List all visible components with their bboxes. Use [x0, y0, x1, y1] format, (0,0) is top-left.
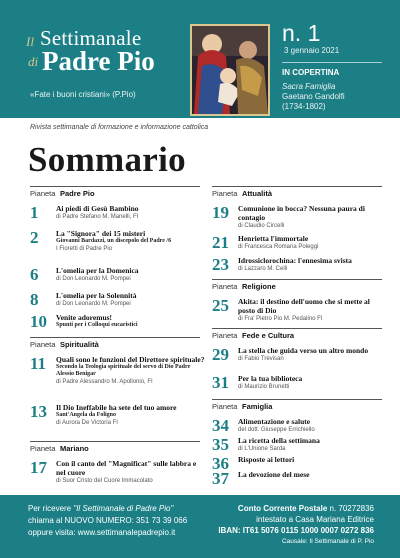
toc-entry[interactable] — [212, 345, 382, 373]
article-title: L'omelia per la Domenica — [56, 266, 139, 275]
article-author: di Lazzaro M. Celli — [238, 266, 288, 272]
cover-heading: IN COPERTINA — [282, 68, 340, 77]
article-title: La stella che guida verso un altro mondo — [238, 346, 369, 355]
section-name: Famiglia — [242, 402, 273, 411]
logo-il: Il — [26, 34, 34, 49]
section-label: Pianeta — [212, 282, 238, 291]
magazine-logo[interactable] — [26, 24, 176, 84]
toc-entry[interactable] — [30, 265, 200, 290]
article-author: di Fra' Pietro Pio M. Pedalino FI — [238, 316, 323, 322]
website-link[interactable]: oppure visita: www.settimanalepadrepio.it — [28, 528, 176, 537]
divider — [282, 62, 382, 63]
page-number: 17 — [30, 458, 47, 477]
toc-entry[interactable] — [212, 203, 382, 233]
cover-artist-years: (1734-1802) — [282, 102, 326, 111]
tagline: Rivista settimanale di formazione e informazione cattolica — [30, 124, 209, 131]
holy-family-painting-icon — [192, 26, 268, 114]
article-title: La ricetta della settimana — [238, 436, 320, 445]
page-number: 11 — [30, 354, 47, 373]
article-author: di Padre Stefano M. Manelli, FI — [56, 214, 139, 220]
page-number: 13 — [30, 402, 47, 421]
section-name: Mariano — [60, 444, 89, 453]
article-subtitle: Secondo la Teologia spirituale del servo di Dio Padre Alessio Benigar — [56, 364, 191, 377]
motto: «Fate i buoni cristiani» (P.Pio) — [30, 90, 136, 99]
article-author: di Maurizio Brunetti — [238, 384, 290, 390]
toc-entry[interactable] — [30, 290, 200, 312]
page-number: 21 — [212, 233, 229, 252]
toc-entry[interactable] — [212, 233, 382, 255]
toc-entry[interactable] — [30, 203, 200, 228]
toc-entry[interactable] — [212, 454, 382, 473]
magazine-name: "Il Settimanale di Padre Pio" — [73, 504, 174, 513]
section-name: Spiritualità — [60, 340, 99, 349]
iban: IBAN: IT61 5076 0115 1000 0007 0272 836 — [218, 526, 374, 535]
toc-entry[interactable] — [212, 435, 382, 454]
article-author: di Aurora De Victoria FI — [56, 420, 118, 426]
page-number: 35 — [212, 435, 229, 454]
footer-banner — [0, 495, 400, 558]
logo-settimanale: Settimanale — [40, 26, 142, 50]
article-author: di Suor Cristo del Cuore Immacolato — [56, 478, 153, 484]
article-author: di Fabio Trevisan — [238, 356, 284, 362]
page-number: 1 — [30, 203, 39, 222]
page-number: 6 — [30, 265, 39, 284]
subscription-info — [28, 503, 187, 539]
account-holder: intestato a Casa Mariana Editrice — [256, 515, 374, 524]
toc-entry[interactable] — [212, 469, 382, 488]
page-number: 2 — [30, 228, 39, 247]
article-subtitle: Sant'Angela da Foligno — [56, 412, 117, 418]
section-name: Religione — [242, 282, 276, 291]
cover-work-title: Sacra Famiglia — [282, 82, 336, 91]
article-author: di Francesca Romana Poleggi — [238, 244, 319, 250]
page-number: 37 — [212, 469, 229, 488]
toc-entry[interactable] — [212, 373, 382, 397]
section-header — [30, 441, 200, 454]
article-title: L'omelia per la Solennità — [56, 291, 137, 300]
section-label: Pianeta — [212, 402, 238, 411]
page-number: 19 — [212, 203, 229, 222]
article-title: Ai piedi di Gesù Bambino — [56, 204, 139, 213]
article-title: Venite adoremus! — [56, 313, 113, 322]
article-title: Risposte ai lettori — [238, 455, 295, 464]
section-label: Pianeta — [30, 189, 56, 198]
page-number: 10 — [30, 312, 47, 331]
article-author: di Padre Alessandro M. Apollonio, FI — [56, 379, 153, 385]
toc-entry[interactable] — [30, 458, 200, 486]
section-header — [30, 186, 200, 199]
article-title: Alimentazione e salute — [238, 417, 311, 426]
section-label: Pianeta — [30, 444, 56, 453]
page-number: 23 — [212, 255, 229, 274]
toc-entry[interactable] — [212, 255, 382, 277]
section-name: Padre Pio — [60, 189, 95, 198]
article-title: Comunione in bocca? Nessuna paura di contagio — [238, 204, 365, 222]
section-label: Pianeta — [212, 331, 238, 340]
logo-di: di — [28, 54, 39, 69]
header-banner — [0, 0, 400, 118]
page-number: 29 — [212, 345, 229, 364]
article-title: Henrietta l'immortale — [238, 234, 309, 243]
page-title: Sommario — [28, 140, 186, 179]
toc-left-column — [30, 186, 205, 486]
phone-number[interactable]: chiama al NUOVO NUMERO: 351 73 39 066 — [28, 516, 188, 525]
article-author: di Don Leonardo M. Pompei — [56, 301, 131, 307]
article-title: Il Dio Ineffabile ha sete del tuo amore — [56, 403, 177, 412]
article-title: Akita: il destino dell'uomo che si mette al posto di Dio — [238, 297, 370, 315]
payment-info — [184, 503, 374, 547]
payment-reason: Causale: Il Settimanale di P. Pio — [281, 538, 374, 545]
section-name: Attualità — [242, 189, 272, 198]
article-title: La devozione del mese — [238, 470, 310, 479]
postal-account-number: n. 70272836 — [329, 504, 374, 513]
issue-date: 3 gennaio 2021 — [284, 46, 340, 55]
article-title: Con il canto del "Magnificat" sulle labbra e nel cuore — [56, 459, 197, 477]
cover-painting-image — [190, 24, 270, 116]
issue-number: n. 1 — [282, 20, 321, 46]
article-author: di Don Leonardo M. Pompei — [56, 276, 131, 282]
section-header — [212, 279, 382, 292]
toc-entry[interactable] — [30, 312, 200, 335]
logo-padre-pio: Padre Pio — [42, 46, 155, 76]
section-header — [30, 337, 200, 350]
article-author: del dott. Giuseppe Errichiello — [238, 427, 315, 433]
article-title: Quali sono le funzioni del Direttore spirituale? — [56, 355, 205, 364]
article-author: I Fioretti di Padre Pio — [56, 246, 113, 252]
section-name: Fede e Cultura — [242, 331, 295, 340]
page-number: 25 — [212, 296, 229, 315]
section-header — [212, 399, 382, 412]
section-label: Pianeta — [212, 189, 238, 198]
article-subtitle: Giovanni Bardazzi, un discepolo del Padre /6 — [56, 238, 172, 244]
article-title: La "Signora" dei 15 misteri — [56, 229, 146, 238]
section-header — [212, 186, 382, 199]
article-author: di Claudio Circelli — [238, 223, 285, 229]
toc-right-column — [212, 186, 382, 488]
article-title: Per la tua biblioteca — [238, 374, 303, 383]
article-author: di L'Unione Sarda — [238, 446, 286, 452]
postal-account-label: Conto Corrente Postale — [237, 504, 328, 513]
subscribe-prefix: Per ricevere — [28, 504, 74, 513]
article-title: Idrossiclorochina: l'ennesima svista — [238, 256, 352, 265]
page-number: 34 — [212, 416, 229, 435]
toc-entry[interactable] — [30, 354, 205, 402]
cover-artist: Gaetano Gandolfi — [282, 92, 345, 101]
article-subtitle: Spunti per i Colloqui eucaristici — [56, 322, 138, 328]
toc-entry[interactable] — [30, 402, 200, 439]
toc-entry[interactable] — [30, 228, 200, 265]
section-label: Pianeta — [30, 340, 56, 349]
toc-entry[interactable] — [212, 416, 382, 435]
toc-entry[interactable] — [212, 296, 382, 326]
page-number: 36 — [212, 454, 229, 473]
page-number: 8 — [30, 290, 39, 309]
section-header — [212, 328, 382, 341]
page-number: 31 — [212, 373, 229, 392]
